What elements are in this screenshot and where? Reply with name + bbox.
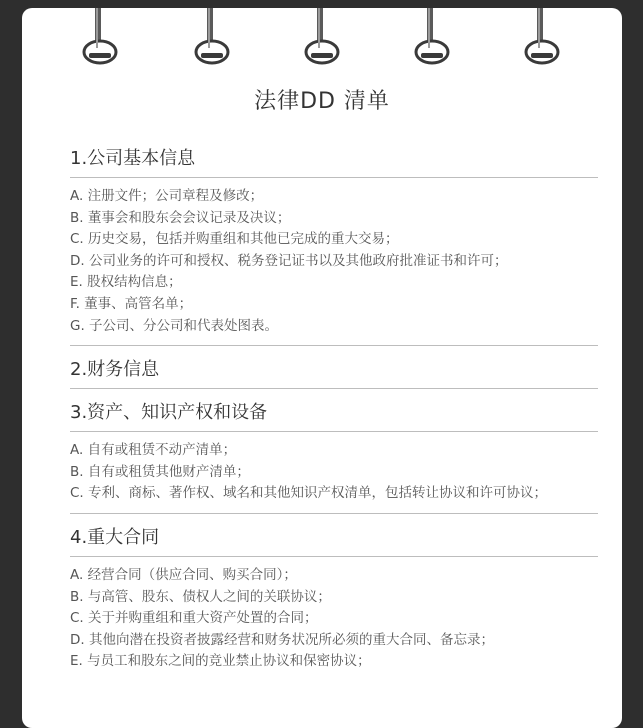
- list-item: A. 注册文件；公司章程及修改；: [70, 188, 264, 204]
- list-item: A. 经营合同（供应合同、购买合同）；: [70, 566, 297, 583]
- section-title: 2.财务信息: [70, 346, 598, 389]
- page-title: 法律DD 清单: [254, 89, 390, 114]
- list-item: B. 自有或租赁其他财产清单；: [70, 463, 250, 480]
- binder-ring-icon: [412, 8, 452, 78]
- list-item: C. 专利、商标、著作权、域名和其他知识产权清单，包括转让协议和许可协议；: [70, 485, 548, 502]
- list-item: D. 其他向潜在投资者披露经营和财务状况所必须的重大合同、备忘录；: [70, 631, 494, 648]
- list-item: A. 自有或租赁不动产清单；: [70, 442, 237, 459]
- list-item: F. 董事、高管名单；: [70, 295, 193, 312]
- list-item: B. 与高管、股东、债权人之间的关联协议；: [70, 588, 331, 605]
- binder-ring-icon: [522, 8, 562, 78]
- binder-ring-icon: [302, 8, 342, 78]
- binder-ring-icon: [80, 8, 120, 78]
- section-title: 1.公司基本信息: [70, 138, 598, 178]
- list-item: C. 关于并购重组和重大资产处置的合同；: [70, 610, 318, 627]
- section-title: 4.重大合同: [70, 514, 598, 557]
- item-list: [70, 557, 598, 681]
- checklist-content: [70, 138, 598, 681]
- section-financial-info: [70, 346, 598, 389]
- section-company-info: [70, 138, 598, 346]
- list-item: B. 董事会和股东会会议记录及决议；: [70, 209, 291, 226]
- section-assets-ip: [70, 389, 598, 514]
- list-item: E. 与员工和股东之间的竞业禁止协议和保密协议；: [70, 653, 371, 670]
- list-item: E. 股权结构信息；: [70, 274, 182, 291]
- section-major-contracts: [70, 514, 598, 681]
- item-list: [70, 432, 598, 514]
- list-item: D. 公司业务的许可和授权、税务登记证书以及其他政府批准证书和许可；: [70, 252, 508, 269]
- section-title: 3.资产、知识产权和设备: [70, 389, 598, 432]
- binder-ring-icon: [192, 8, 232, 78]
- checklist-card: [22, 8, 622, 728]
- item-list: [70, 178, 598, 346]
- list-item: C. 历史交易，包括并购重组和其他已完成的重大交易；: [70, 231, 399, 248]
- list-item: G. 子公司、分公司和代表处图表。: [70, 317, 279, 334]
